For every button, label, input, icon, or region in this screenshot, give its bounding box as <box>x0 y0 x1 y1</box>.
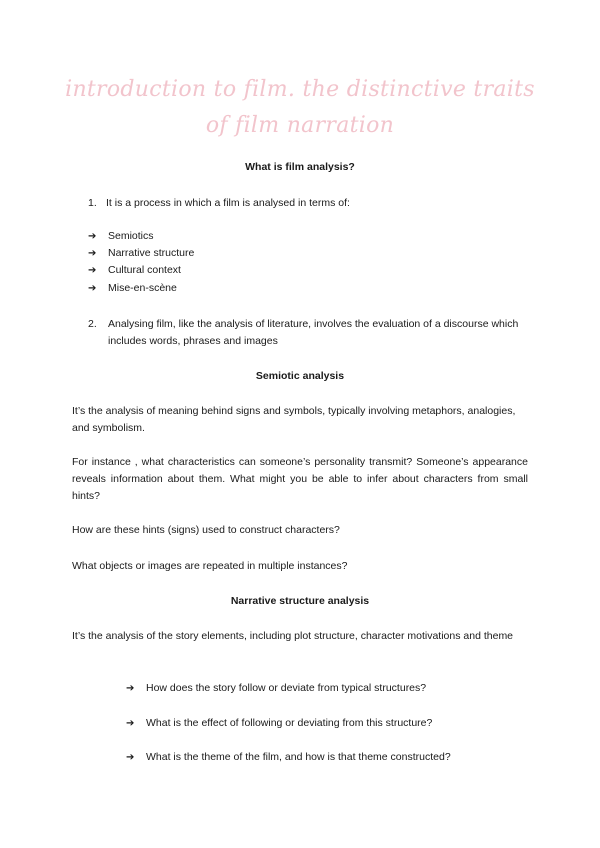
arrow-icon: ➔ <box>126 683 135 694</box>
heading-semiotic: Semiotic analysis <box>255 370 345 382</box>
paragraph: What objects or images are repeated in multiple instances? <box>72 560 348 572</box>
heading-narrative: Narrative structure analysis <box>230 595 370 607</box>
bullet-item: ➔ Narrative structure <box>88 245 194 262</box>
bullet-item: ➔ What is the theme of the film, and how is that theme constructed? <box>126 749 528 766</box>
bullet-item: ➔ Mise-en-scène <box>88 280 177 297</box>
arrow-icon: ➔ <box>126 752 135 763</box>
arrow-icon: ➔ <box>88 283 97 294</box>
item-number: 1. <box>88 197 97 209</box>
item-text: Analysing film, like the analysis of literature, involves the evaluation of a discourse which includes words, phrases and images <box>108 318 519 347</box>
numbered-item-1 <box>88 195 528 212</box>
arrow-icon: ➔ <box>88 231 97 242</box>
bullet-item: ➔ Cultural context <box>88 262 181 279</box>
item-text: It is a process in which a film is analysed in terms of: <box>106 197 350 209</box>
arrow-icon: ➔ <box>88 248 97 259</box>
arrow-icon: ➔ <box>88 265 97 276</box>
paragraph: It’s the analysis of meaning behind signs and symbols, typically involving metaphors, analogies, and symbolism. <box>72 405 516 434</box>
bullet-item: ➔ Semiotics <box>88 228 154 245</box>
numbered-item-2 <box>88 316 528 350</box>
paragraph: It’s the analysis of the story elements, including plot structure, character motivations and theme <box>72 630 514 642</box>
document-title: introduction to film. the distinctive traits of film narration <box>65 77 535 138</box>
heading-film-analysis: What is film analysis? <box>245 161 355 173</box>
paragraph: How are these hints (signs) used to construct characters? <box>72 524 340 536</box>
arrow-icon: ➔ <box>126 718 135 729</box>
bullet-item: ➔ What is the effect of following or deviating from this structure? <box>126 715 528 732</box>
item-number: 2. <box>88 318 97 330</box>
paragraph: For instance , what characteristics can someone’s personality transmit? Someone’s appearance reveals information about them. What might you be able to infer about characters from small hints? <box>72 456 528 502</box>
bullet-item: ➔ How does the story follow or deviate from typical structures? <box>126 680 528 697</box>
